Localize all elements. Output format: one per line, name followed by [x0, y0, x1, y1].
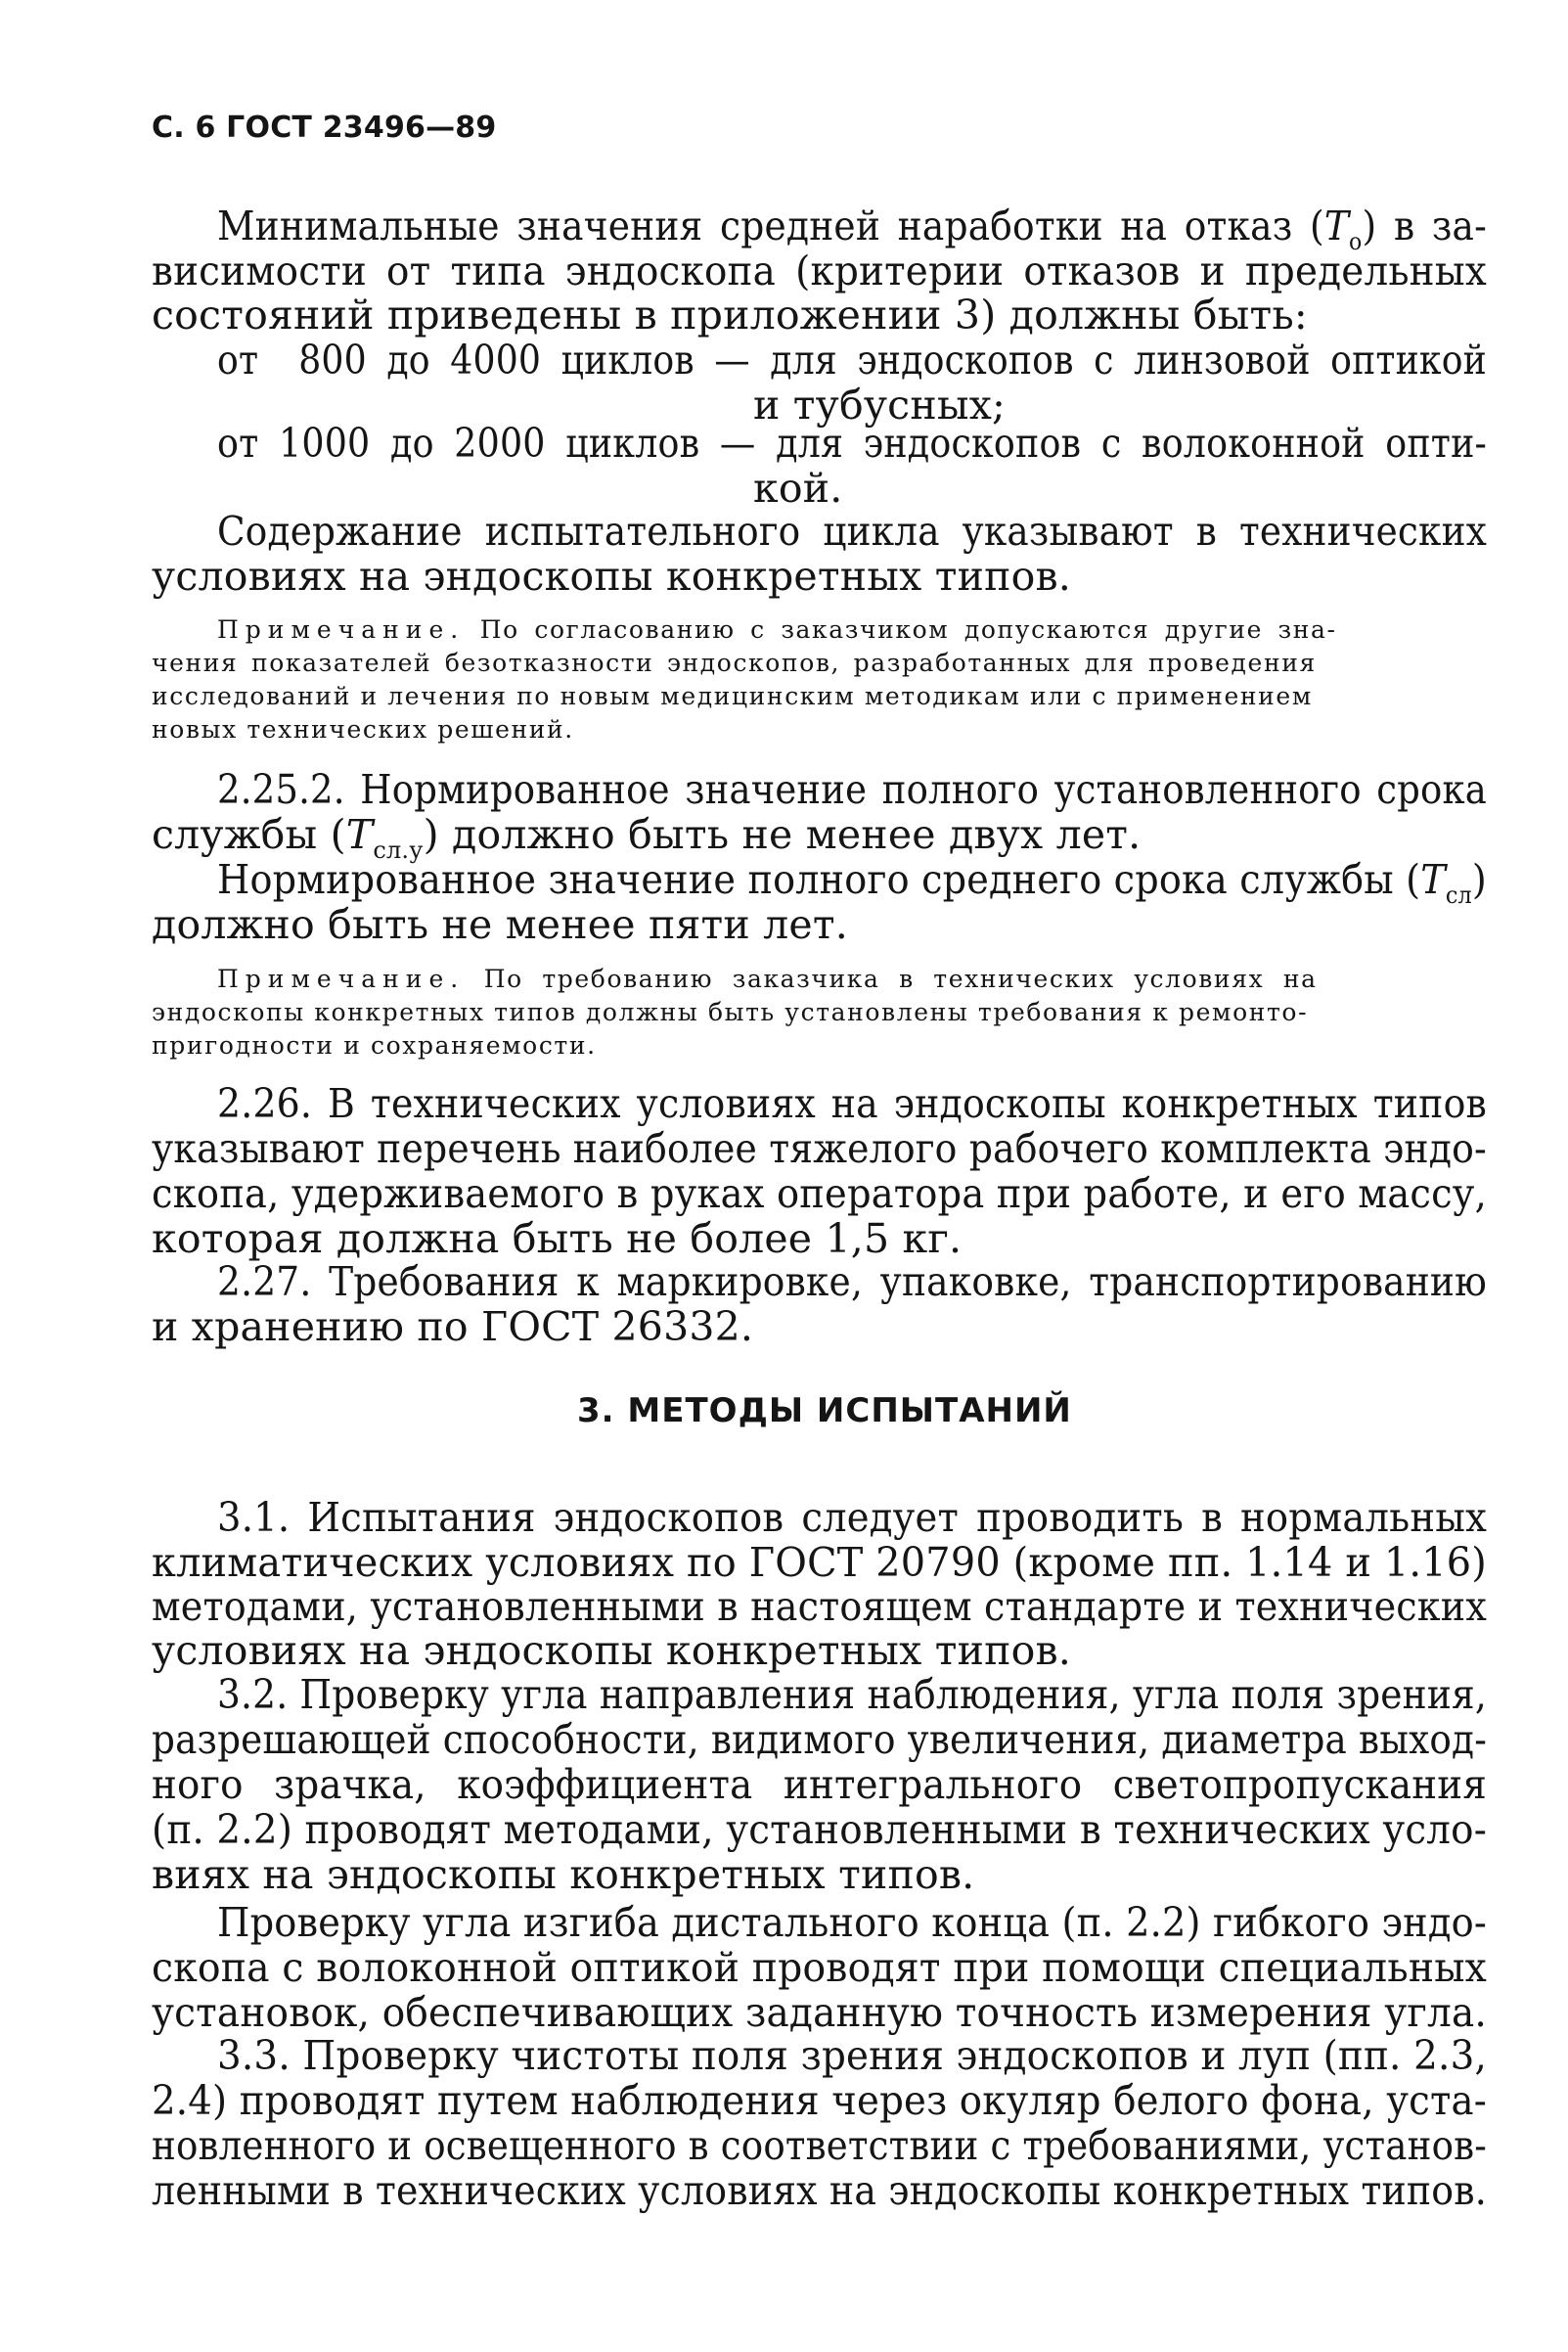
para-3-1-line-3: методами, установленными в настоящем стандарте и технических — [152, 1583, 1487, 1630]
para-3-2b-line-1: Проверку угла изгиба дистального конца (п. 2.2) гибкого эндо- — [217, 1899, 1487, 1946]
list-item-range: от 800 до 4000 циклов — для эндоскопов с линзовой оптикой — [217, 337, 1487, 384]
para-3-2b-line-2: скопа с волоконной оптикой проводят при помощи специальных — [152, 1944, 1487, 1991]
para-cycle-line-2: условиях на эндоскопы конкретных типов. — [152, 553, 1072, 600]
para-3-1-line-2: климатических условиях по ГОСТ 20790 (кроме пп. 1.14 и 1.16) — [152, 1539, 1487, 1586]
para-2-25-2-line-4: должно быть не менее пяти лет. — [152, 901, 849, 948]
note-2-line-2: эндоскопы конкретных типов должны быть установлены требования к ремонто- — [152, 998, 1309, 1026]
note-1-line-3: исследований и лечения по новым медицинским методикам или с применением — [152, 682, 1313, 710]
para-2-25-2-line-2: службы $(T_{сл.у})$ должно быть не менее двух лет. — [152, 811, 1142, 864]
para-3-2-line-5: виях на эндоскопы конкретных типов. — [152, 1851, 975, 1898]
para-3-3-line-3: новленного и освещенного в соответствии с требованиями, установ- — [152, 2122, 1487, 2169]
list-item-continuation: кой. — [753, 465, 843, 512]
page-header: С. 6 ГОСТ 23496—89 — [152, 111, 497, 145]
note-2-line-1: Примечание. По требованию заказчика в технических условиях на — [217, 965, 1318, 993]
para-2-25-2-line-1: 2.25.2. Нормированное значение полного установленного срока — [217, 766, 1487, 813]
para-3-3-line-2: 2.4) проводят путем наблюдения через окуляр белого фона, уста- — [152, 2077, 1487, 2124]
section-heading: 3. МЕТОДЫ ИСПЫТАНИЙ — [577, 1391, 1072, 1430]
para-3-1-line-4: условиях на эндоскопы конкретных типов. — [152, 1627, 1072, 1674]
para-2-27-line-2: и хранению по ГОСТ 26332. — [152, 1303, 754, 1350]
para-3-2-line-4: (п. 2.2) проводят методами, установленными в технических усло- — [152, 1806, 1487, 1853]
para-3-3-line-4: ленными в технических условиях на эндоскопы конкретных типов. — [152, 2167, 1487, 2214]
para-3-2-line-2: разрешающей способности, видимого увеличения, диаметра выход- — [152, 1716, 1487, 1763]
para-2-26-line-1: 2.26. В технических условиях на эндоскопы конкретных типов — [217, 1080, 1487, 1127]
para-2-26-line-2: указывают перечень наиболее тяжелого рабочего комплекта эндо- — [152, 1125, 1487, 1172]
para-3-2-line-1: 3.2. Проверку угла направления наблюдения, угла поля зрения, — [217, 1671, 1487, 1718]
list-item-range: от 1000 до 2000 циклов — для эндоскопов с волоконной опти- — [217, 420, 1487, 467]
para-3-2-line-3: ного зрачка, коэффициента интегрального светопропускания — [152, 1761, 1487, 1808]
para-2-25-2-line-3: Нормированное значение полного среднего срока службы $(T_{сл})$ — [217, 856, 1487, 909]
para-3-2b-line-3: установок, обеспечивающих заданную точность измерения угла. — [152, 1989, 1487, 2036]
para-2-27-line-1: 2.27. Требования к маркировке, упаковке, транспортированию — [217, 1258, 1487, 1305]
note-1-line-2: чения показателей безотказности эндоскопов, разработанных для проведения — [152, 649, 1317, 677]
list-item-continuation: и тубусных; — [753, 382, 1007, 429]
para-3-3-line-1: 3.3. Проверку чистоты поля зрения эндоскопов и луп (пп. 2.3, — [217, 2032, 1487, 2079]
para-mtbf-line-3: состояний приведены в приложении 3) должны быть: — [152, 292, 1308, 339]
para-2-26-line-4: которая должна быть не более 1,5 кг. — [152, 1215, 963, 1262]
para-mtbf-line-2: висимости от типа эндоскопа (критерии отказов и предельных — [152, 248, 1487, 294]
note-1-line-1: Примечание. По согласованию с заказчиком допускаются другие зна- — [217, 615, 1337, 644]
para-3-1-line-1: 3.1. Испытания эндоскопов следует проводить в нормальных — [217, 1494, 1487, 1541]
note-1-line-4: новых технических решений. — [152, 715, 574, 744]
para-cycle-line-1: Содержание испытательного цикла указывают в технических — [217, 508, 1487, 555]
para-mtbf-line-1: Минимальные значения средней наработки на отказ $(T_o)$ в за- — [217, 203, 1487, 255]
note-2-line-3: пригодности и сохраняемости. — [152, 1031, 597, 1060]
para-2-26-line-3: скопа, удерживаемого в руках оператора при работе, и его массу, — [152, 1170, 1487, 1217]
